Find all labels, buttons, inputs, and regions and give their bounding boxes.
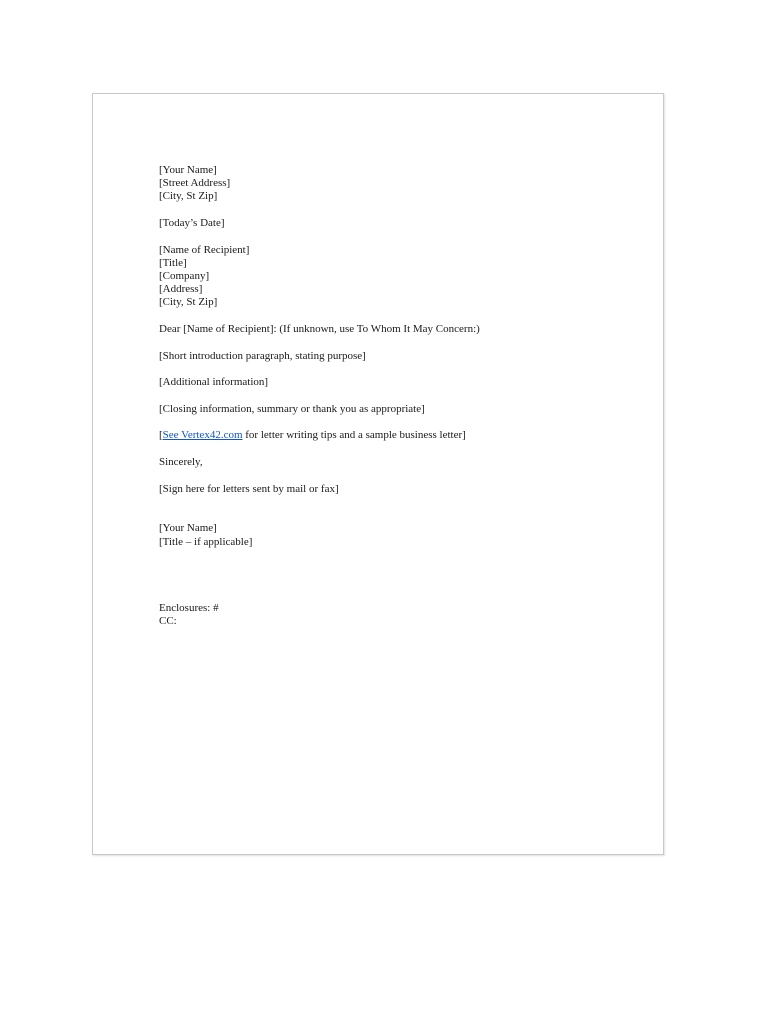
recipient-address: [Address] (159, 283, 203, 296)
recipient-title: [Title] (159, 256, 187, 269)
recipient-name: [Name of Recipient] (159, 243, 250, 256)
recipient-city: [City, St Zip] (159, 296, 218, 309)
recipient-block (159, 244, 619, 310)
closing-paragraph: [Closing information, summary or thank you as appropriate] (159, 402, 425, 415)
footer-block (159, 602, 619, 628)
signer-block (159, 522, 619, 548)
letter-date: [Today’s Date] (159, 217, 225, 229)
signer-name: [Your Name] (159, 522, 217, 535)
enclosures-line: Enclosures: # (159, 601, 219, 614)
cc-line: CC: (159, 614, 177, 627)
sender-name: [Your Name] (159, 164, 217, 176)
recipient-company: [Company] (159, 270, 210, 282)
sender-city: [City, St Zip] (159, 190, 218, 203)
letter-body (159, 164, 619, 628)
salutation: Dear [Name of Recipient]: (If unknown, use To Whom It May Concern:) (159, 323, 480, 335)
sender-block (159, 164, 619, 204)
tip-rest: for letter writing tips and a sample business letter] (242, 429, 466, 442)
complimentary-close: Sincerely, (159, 455, 203, 468)
signer-title: [Title – if applicable] (159, 535, 253, 548)
vertex42-link[interactable]: See Vertex42.com (162, 429, 243, 442)
signature-placeholder: [Sign here for letters sent by mail or fax] (159, 482, 339, 495)
document-page (92, 93, 664, 855)
additional-paragraph: [Additional information] (159, 376, 269, 389)
tip-paragraph (159, 429, 619, 442)
intro-paragraph: [Short introduction paragraph, stating purpose] (159, 349, 366, 362)
sender-street: [Street Address] (159, 177, 231, 190)
tip-open-bracket: [ (159, 429, 163, 442)
